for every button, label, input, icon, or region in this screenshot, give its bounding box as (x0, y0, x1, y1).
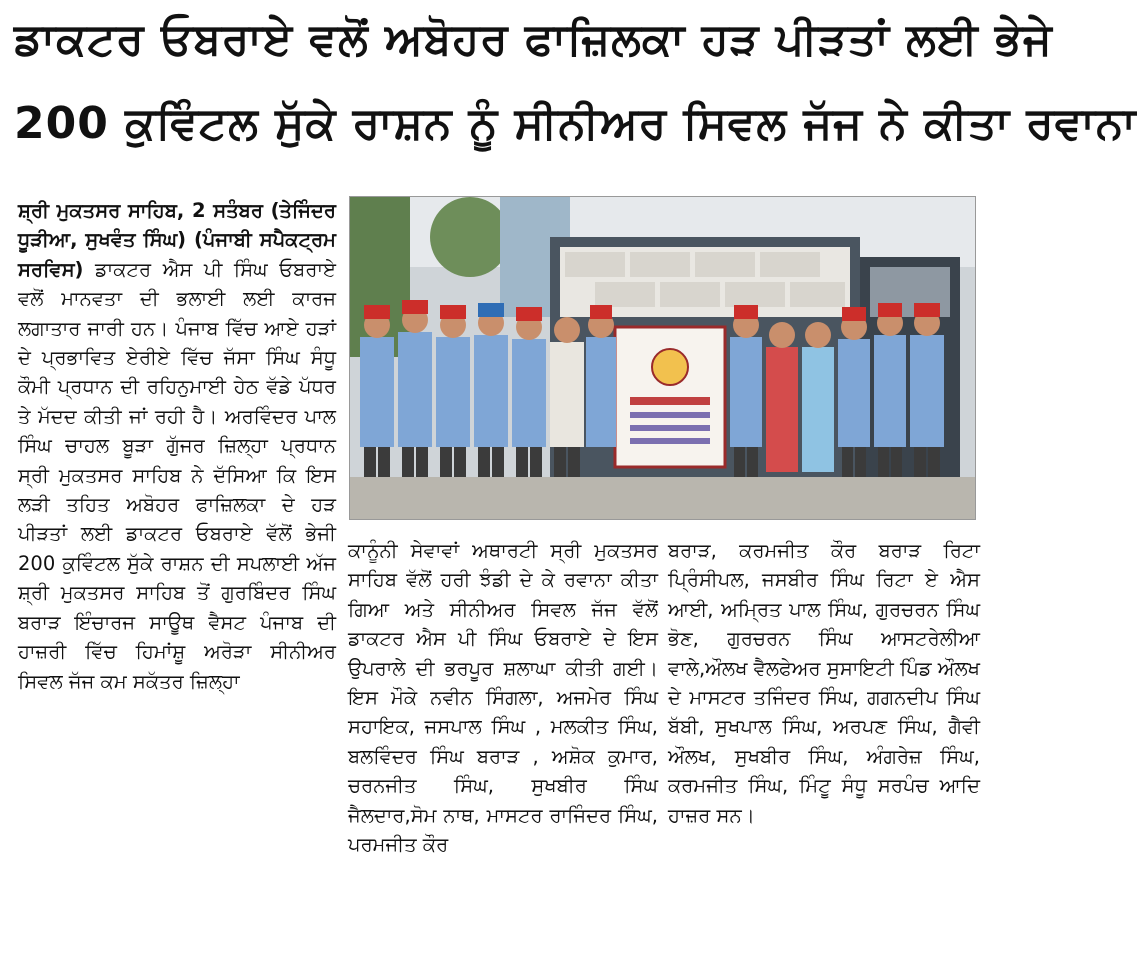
column-3-body: ਬਰਾੜ, ਕਰਮਜੀਤ ਕੌਰ ਬਰਾੜ ਰਿਟਾ ਪ੍ਰਿੰਸੀਪਲ, ਜਸਬੀਰ ਸਿੰਘ ਰਿਟਾ ਏ ਐਸ ਆਈ, ਅਮ੍ਰਿਤ ਪਾਲ ਸਿੰਘ, ਗੁਰਚਰਨ ਸਿੰਘ ਭੋਣ, ਗੁਰਚਰਨ ਸਿੰਘ ਆਸਟਰੇਲੀਆ ਵਾਲੇ,ਔਲਖ ਵੈਲਫੇਅਰ ਸੁਸਾਇਟੀ ਪਿੰਡ ਔਲਖ ਦੇ ਮਾਸਟਰ ਤਜਿੰਦਰ ਸਿੰਘ, ਗਗਨਦੀਪ ਸਿੰਘ ਬੱਬੀ, ਸੁਖਪਾਲ ਸਿੰਘ, ਅਰਪਣ ਸਿੰਘ, ਗੈਵੀ ਔਲਖ, ਸੁਖਬੀਰ ਸਿੰਘ, ਅੰਗਰੇਜ਼ ਸਿੰਘ, ਕਰਮਜੀਤ ਸਿੰਘ, ਮਿੰਟੂ ਸੰਧੂ ਸਰਪੰਚ ਆਦਿ ਹਾਜ਼ਰ ਸਨ। (668, 539, 980, 827)
column-1-body: ਡਾਕਟਰ ਐਸ ਪੀ ਸਿੰਘ ਓਬਰਾਏ ਵਲੋਂ ਮਾਨਵਤਾ ਦੀ ਭਲਾਈ ਲਈ ਕਾਰਜ ਲਗਾਤਾਰ ਜਾਰੀ ਹਨ। ਪੰਜਾਬ ਵਿੱਚ ਆਏ ਹੜਾਂ ਦੇ ਪ੍ਰਭਾਵਿਤ ਏਰੀਏ ਵਿੱਚ ਜੱਸਾ ਸਿੰਘ ਸੰਧੂ ਕੌਮੀ ਪ੍ਰਧਾਨ ਦੀ ਰਹਿਨੁਮਾਈ ਹੇਠ ਵੱਡੇ ਪੱਧਰ ਤੇ ਮੱਦਦ ਕੀਤੀ ਜਾਂ ਰਹੀ ਹੈ। ਅਰਵਿੰਦਰ ਪਾਲ ਸਿੰਘ ਚਾਹਲ ਬੂੜਾ ਗੁੱਜਰ ਜ਼ਿਲ੍ਹਾ ਪ੍ਰਧਾਨ ਸ੍ਰੀ ਮੁਕਤਸਰ ਸਾਹਿਬ ਨੇ ਦੱਸਿਆ ਕਿ ਇਸ ਲੜੀ ਤਹਿਤ ਅਬੋਹਰ ਫਾਜ਼ਿਲਕਾ ਦੇ ਹੜ ਪੀੜਤਾਂ ਲਈ ਡਾਕਟਰ ਓਬਰਾਏ ਵੱਲੋਂ ਭੇਜੀ 200 ਕੁਵਿੰਟਲ ਸੁੱਕੇ ਰਾਸ਼ਨ ਦੀ ਸਪਲਾਈ ਅੱਜ ਸ਼੍ਰੀ ਮੁਕਤਸਰ ਸਾਹਿਬ ਤੋਂ ਗੁਰਬਿੰਦਰ ਸਿੰਘ ਬਰਾੜ ਇੰਚਾਰਜ ਸਾਊਥ ਵੈਸਟ ਪੰਜਾਬ ਦੀ ਹਾਜ਼ਰੀ ਵਿੱਚ ਹਿਮਾਂਸ਼ੂ ਅਰੋੜਾ ਸੀਨੀਅਰ ਸਿਵਲ ਜੱਜ ਕਮ ਸਕੱਤਰ ਜ਼ਿਲ੍ਹਾ (18, 257, 336, 693)
photo-illustration (350, 197, 975, 519)
article-column-1 (18, 196, 336, 968)
news-photo (349, 196, 976, 520)
article-column-3 (668, 536, 980, 968)
dateline: ਸ਼੍ਰੀ ਮੁਕਤਸਰ ਸਾਹਿਬ, 2 ਸਤੰਬਰ (ਤੇਜਿੰਦਰ ਧੂੜੀਆ, ਸੁਖਵੰਤ ਸਿੰਘ) (ਪੰਜਾਬੀ ਸਪੈਕਟ੍ਰਮ ਸਰਵਿਸ) (18, 199, 336, 281)
article-column-2 (348, 536, 658, 968)
column-2-body: ਕਾਨੂੰਨੀ ਸੇਵਾਵਾਂ ਅਥਾਰਟੀ ਸ੍ਰੀ ਮੁਕਤਸਰ ਸਾਹਿਬ ਵੱਲੋਂ ਹਰੀ ਝੰਡੀ ਦੇ ਕੇ ਰਵਾਨਾ ਕੀਤਾ ਗਿਆ ਅਤੇ ਸੀਨੀਅਰ ਸਿਵਲ ਜੱਜ ਵੱਲੋਂ ਡਾਕਟਰ ਐਸ ਪੀ ਸਿੰਘ ਓਬਰਾਏ ਦੇ ਇਸ ਉਪਰਾਲੇ ਦੀ ਭਰਪੂਰ ਸ਼ਲਾਘਾ ਕੀਤੀ ਗਈ। ਇਸ ਮੌਕੇ ਨਵੀਨ ਸਿੰਗਲਾ, ਅਜਮੇਰ ਸਿੰਘ ਸਹਾਇਕ, ਜਸਪਾਲ ਸਿੰਘ , ਮਲਕੀਤ ਸਿੰਘ, ਬਲਵਿੰਦਰ ਸਿੰਘ ਬਰਾੜ , ਅਸ਼ੋਕ ਕੁਮਾਰ, ਚਰਨਜੀਤ ਸਿੰਘ, ਸੁਖਬੀਰ ਸਿੰਘ ਜੈਲਦਾਰ,ਸੋਮ ਨਾਥ, ਮਾਸਟਰ ਰਾਜਿੰਦਰ ਸਿੰਘ, ਪਰਮਜੀਤ ਕੌਰ (348, 539, 658, 857)
headline-line-2: 200 ਕੁਵਿੰਟਲ ਸੁੱਕੇ ਰਾਸ਼ਨ ਨੂੰ ਸੀਨੀਅਰ ਸਿਵਲ ਜੱਜ ਨੇ ਕੀਤਾ ਰਵਾਨਾ (14, 98, 1137, 149)
headline-line-1: ਡਾਕਟਰ ਓਬਰਾਏ ਵਲੋਂ ਅਬੋਹਰ ਫਾਜ਼ਿਲਕਾ ਹੜ ਪੀੜਤਾਂ ਲਈ ਭੇਜੇ (14, 14, 1053, 65)
